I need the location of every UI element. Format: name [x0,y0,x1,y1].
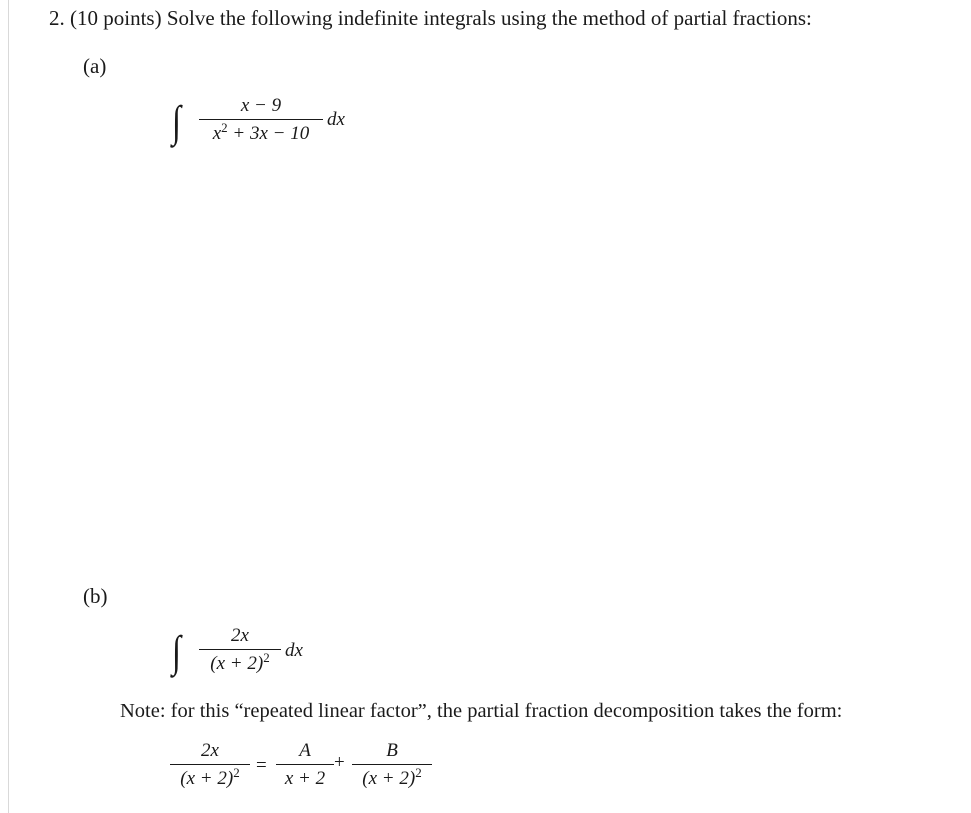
part-b-note: Note: for this “repeated linear factor”, the partial fraction decomposition takes the form: [120,700,843,722]
decomp-term1-bar [276,764,334,765]
part-b-label: (b) [83,584,108,608]
part-b-differential: dx [285,640,303,661]
decomp-plus: + [334,752,345,773]
part-a-fraction [199,95,323,145]
decomp-term2-denominator: $(x + 2)^2$ [362,765,422,790]
part-a-numerator: x − 9 [240,95,282,116]
decomp-lhs-numerator: 2x [201,740,219,761]
decomp-term1-numerator: A [299,740,311,761]
problem-header: 2. (10 points) Solve the following indefinite integrals using the method of partial fractions: [49,6,812,30]
part-a-differential: dx [327,109,345,130]
part-a-fraction-bar [199,119,323,120]
part-b-numerator: 2x [231,625,249,646]
part-a-label: (a) [83,54,107,78]
part-b-denominator: $(x + 2)^2$ [210,650,270,675]
decomp-equals: = [256,755,267,776]
decomp-lhs-fraction [170,740,250,790]
decomp-term2-numerator: B [386,740,398,761]
decomp-term1-fraction [276,740,334,790]
part-a-denominator: $x^2 + 3x - 10$ [212,120,310,145]
part-a-integral-sign: ∫ [172,97,182,146]
decomp-term2-fraction [352,740,432,790]
decomp-term1-denominator: x + 2 [284,768,326,790]
decomp-lhs-denominator: $(x + 2)^2$ [180,765,240,790]
part-b-fraction [199,625,281,675]
part-b-integral-sign: ∫ [172,627,182,676]
page-left-border [8,0,9,813]
